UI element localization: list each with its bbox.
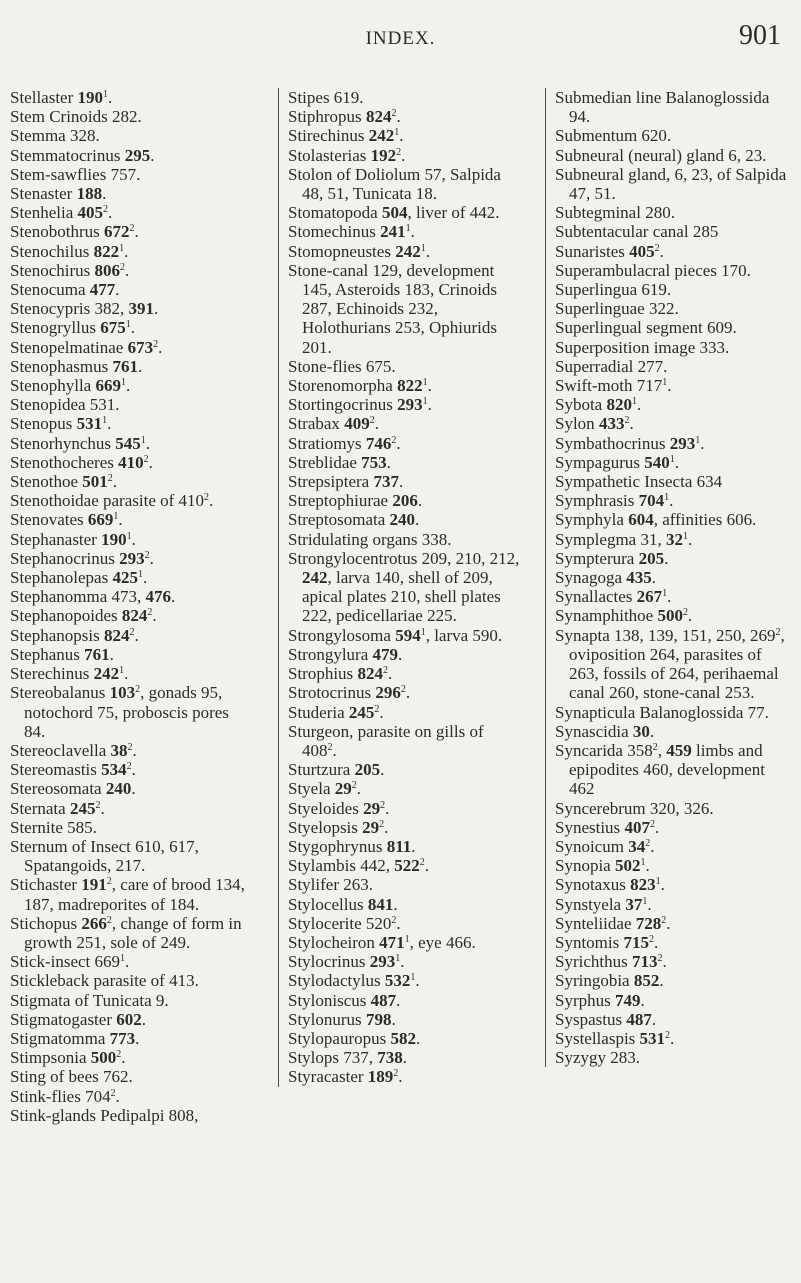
- index-entry: Subneural gland, 6, 23, of Salpida 47, 51.: [555, 164, 787, 204]
- index-entry: Storenomorpha $822^1$.: [288, 376, 432, 396]
- index-entry: Stigmata of Tunicata 9.: [10, 990, 169, 1010]
- index-entry: Stygophrynus 811.: [288, 836, 416, 856]
- index-entry: Streblidae 753.: [288, 452, 391, 472]
- index-entry: Stereomastis $534^2$.: [10, 760, 136, 780]
- index-entry: Syntomis $715^2$.: [555, 932, 659, 952]
- index-entry: Syrphus 749.: [555, 990, 645, 1010]
- index-entry: Stratiomys $746^2$.: [288, 433, 401, 453]
- index-entry: Sturtzura 205.: [288, 760, 385, 780]
- index-entry: Synteliidae $728^2$.: [555, 913, 671, 933]
- index-entry: Stylops 737, 738.: [288, 1048, 408, 1068]
- index-entry: Synascidia 30.: [555, 721, 655, 741]
- index-entry: Synestius $407^2$.: [555, 817, 660, 837]
- index-entry: Subtegminal 280.: [555, 203, 675, 223]
- index-entry: Synoicum $34^2$.: [555, 836, 655, 856]
- index-entry: Styelopsis $29^2$.: [288, 817, 389, 837]
- index-entry: Sting of bees 762.: [10, 1067, 133, 1087]
- index-entry: Stenochilus $822^1$.: [10, 241, 129, 261]
- index-entry: Synotaxus $823^1$.: [555, 875, 665, 895]
- index-entry: Stenopelmatinae $673^2$.: [10, 337, 163, 357]
- index-entry: Stephanus 761.: [10, 644, 114, 664]
- index-entry: Stephanocrinus $293^2$.: [10, 548, 154, 568]
- index-entry: Stenorhynchus $545^1$.: [10, 433, 151, 453]
- index-entry: Submentum 620.: [555, 126, 672, 146]
- index-entry: Stereoclavella $38^2$.: [10, 740, 137, 760]
- index-entry: Sylon $433^2$.: [555, 414, 634, 434]
- index-entry: Symbathocrinus $293^1$.: [555, 433, 705, 453]
- page-number: 901: [739, 20, 781, 51]
- index-entry: Stone-canal 129, development 145, Asteroids 183, Crinoids 287, Echinoids 232, Holothurians 253, Ophiurids 201.: [288, 260, 498, 357]
- index-entry: Stolasterias $192^2$.: [288, 145, 406, 165]
- index-entry: Stylocheiron $471^1$, eye 466.: [288, 932, 476, 952]
- index-entry: Superlinguae 322.: [555, 299, 679, 319]
- index-entry: Syringobia 852.: [555, 971, 664, 991]
- index-entry: Syncerebrum 320, 326.: [555, 798, 714, 818]
- index-entry: Studeria $245^2$.: [288, 702, 384, 722]
- index-entry: Stylocrinus $293^1$.: [288, 952, 405, 972]
- index-entry: Sympathetic Insecta 634: [555, 472, 723, 492]
- index-entry: Stem Crinoids 282.: [10, 107, 142, 127]
- index-entry: Stemma 328.: [10, 126, 100, 146]
- index-entry: Stomatopoda 504, liver of 442.: [288, 203, 500, 223]
- index-entry: Sympagurus $540^1$.: [555, 452, 679, 472]
- index-entry: Stylonurus 798.: [288, 1009, 396, 1029]
- index-entry: Strepsiptera 737.: [288, 472, 404, 492]
- index-entry: Synallactes $267^1$.: [555, 587, 672, 607]
- index-entry: Symphyla 604, affinities 606.: [555, 510, 757, 530]
- index-entry: Stephanopsis $824^2$.: [10, 625, 139, 645]
- index-entry: Stylopauropus 582.: [288, 1028, 421, 1048]
- index-entry: Stenochirus $806^2$.: [10, 260, 130, 280]
- index-entry: Stiphropus $824^2$.: [288, 107, 401, 127]
- index-entry: Stenhelia $405^2$.: [10, 203, 113, 223]
- index-entry: Stichopus $266^2$, change of form in growth 251, sole of 249.: [10, 913, 242, 952]
- index-entry: Stenovates $669^1$.: [10, 510, 123, 530]
- index-entry: Stigmatomma 773.: [10, 1028, 140, 1048]
- index-entry: Stichaster $191^2$, care of brood 134, 187, madreporites of 184.: [10, 875, 245, 914]
- index-entry: Styloniscus 487.: [288, 990, 401, 1010]
- index-entry: Stylocellus 841.: [288, 894, 398, 914]
- index-entry: Sternite 585.: [10, 817, 97, 837]
- index-entry: Sterechinus $242^1$.: [10, 664, 129, 684]
- index-entry: Stenocypris 382, 391.: [10, 299, 159, 319]
- index-entry: Stereosomata 240.: [10, 779, 136, 799]
- index-entry: Strongylosoma $594^1$, larva 590.: [288, 625, 503, 645]
- index-entry: Stephanaster $190^1$.: [10, 529, 136, 549]
- index-entry: Superposition image 333.: [555, 337, 730, 357]
- index-entry: Stink-glands Pedipalpi 808,: [10, 1105, 199, 1125]
- index-entry: Stenothoe $501^2$.: [10, 472, 117, 492]
- index-entry: Synapta 138, 139, 151, 250, $269^2$, oviposition 264, parasites of 263, fossils of 264, perihaemal canal 260, stone-canal 253.: [555, 625, 785, 703]
- index-entry: Synopia $502^1$.: [555, 856, 650, 876]
- index-entry: Superradial 277.: [555, 356, 668, 376]
- index-entry: Syspastus 487.: [555, 1009, 657, 1029]
- index-entry: Stenocuma 477.: [10, 280, 120, 300]
- index-entry: Stolon of Doliolum 57, Salpida 48, 51, Tunicata 18.: [288, 164, 501, 204]
- index-entry: Submedian line Balanoglossida 94.: [555, 88, 770, 127]
- index-entry: Swift-moth $717^1$.: [555, 376, 672, 396]
- index-entry: Stenopidea 531.: [10, 395, 120, 415]
- index-entry: Stridulating organs 338.: [288, 529, 452, 549]
- index-entry: Synamphithoe $500^2$.: [555, 606, 693, 626]
- index-entry: Stylocerite $520^2$.: [288, 913, 401, 933]
- index-entry: Styeloides $29^2$.: [288, 798, 390, 818]
- index-entry: Sunaristes $405^2$.: [555, 241, 664, 261]
- index-entry: Stephanopoides $824^2$.: [10, 606, 157, 626]
- index-entry: Styracaster $189^2$.: [288, 1067, 403, 1087]
- index-entry: Stem-sawflies 757.: [10, 164, 141, 184]
- index-entry: Stereobalanus $103^2$, gonads 95, notochord 75, proboscis pores 84.: [10, 683, 229, 741]
- index-entry: Systellaspis $531^2$.: [555, 1028, 675, 1048]
- index-entry: Synagoga 435.: [555, 568, 657, 588]
- index-entry: Synapticula Balanoglossida 77.: [555, 702, 769, 722]
- index-entry: Stenogryllus $675^1$.: [10, 318, 135, 338]
- index-entry: Strabax $409^2$.: [288, 414, 379, 434]
- index-entry: Streptophiurae 206.: [288, 491, 423, 511]
- index-entry: Stenophylla $669^1$.: [10, 376, 131, 396]
- index-entry: Sybota $820^1$.: [555, 395, 642, 415]
- index-entry: Stick-insect $669^1$.: [10, 952, 130, 972]
- index-entry: Syncarida $358^2$, 459 limbs and epipodites 460, development 462: [555, 740, 765, 799]
- index-entry: Stephanolepas $425^1$.: [10, 568, 148, 588]
- index-entry: Sternum of Insect 610, 617, Spatangoids, 217.: [10, 836, 199, 876]
- running-head: INDEX.: [365, 28, 436, 49]
- index-entry: Stylambis 442, $522^2$.: [288, 856, 430, 876]
- index-entry: Stortingocrinus $293^1$.: [288, 395, 432, 415]
- index-entry: Stenothoidae parasite of $410^2$.: [10, 491, 214, 511]
- index-entry: Stylifer 263.: [288, 875, 373, 895]
- index-entry: Strongylura 479.: [288, 644, 403, 664]
- index-entry: Stenobothrus $672^2$.: [10, 222, 139, 242]
- index-entry: Stipes 619.: [288, 88, 364, 107]
- index-entry: Stylodactylus $532^1$.: [288, 971, 420, 991]
- index-entry: Styela $29^2$.: [288, 779, 361, 799]
- index-entry: Symplegma 31, $32^1$.: [555, 529, 693, 549]
- index-entry: Symphrasis $704^1$.: [555, 491, 674, 511]
- index-entry: Stenophasmus 761.: [10, 356, 143, 376]
- index-entry: Synstyela $37^1$.: [555, 894, 652, 914]
- index-entry: Stickleback parasite of 413.: [10, 971, 199, 991]
- index-entry: Stephanomma 473, 476.: [10, 587, 176, 607]
- index-column-3: [545, 88, 789, 1067]
- index-entry: Stemmatocrinus 295.: [10, 145, 155, 165]
- index-entry: Stone-flies 675.: [288, 356, 396, 376]
- index-entry: Sturgeon, parasite on gills of $408^2$.: [288, 721, 484, 760]
- index-entry: Stink-flies $704^2$.: [10, 1086, 120, 1106]
- index-entry: Stimpsonia $500^2$.: [10, 1048, 126, 1068]
- index-entry: Superambulacral pieces 170.: [555, 260, 751, 280]
- index-entry: Subneural (neural) gland 6, 23.: [555, 145, 767, 165]
- index-column-1: [10, 88, 250, 1125]
- index-entry: Stomopneustes $242^1$.: [288, 241, 430, 261]
- index-entry: Sternata $245^2$.: [10, 798, 105, 818]
- index-entry: Superlingual segment 609.: [555, 318, 737, 338]
- index-entry: Strophius $824^2$.: [288, 664, 393, 684]
- index-entry: Strotocrinus $296^2$.: [288, 683, 411, 703]
- index-entry: Stenaster 188.: [10, 184, 107, 204]
- page-header: [0, 18, 801, 58]
- index-entry: Streptosomata 240.: [288, 510, 420, 530]
- index-entry: Strongylocentrotus 209, 210, 212, 242, larva 140, shell of 209, apical plates 210, shell plates 222, pedicellariae 225.: [288, 548, 520, 626]
- index-entry: Stellaster $190^1$.: [10, 88, 113, 107]
- index-entry: Sympterura 205.: [555, 548, 669, 568]
- index-entry: Stigmatogaster 602.: [10, 1009, 146, 1029]
- index-entry: Syrichthus $713^2$.: [555, 952, 667, 972]
- index-entry: Subtentacular canal 285: [555, 222, 719, 242]
- index-entry: Stirechinus $242^1$.: [288, 126, 404, 146]
- index-entry: Syzygy 283.: [555, 1048, 640, 1068]
- index-entry: Stenothocheres $410^2$.: [10, 452, 153, 472]
- index-entry: Superlingua 619.: [555, 280, 672, 300]
- index-column-2: [278, 88, 520, 1087]
- index-entry: Stomechinus $241^1$.: [288, 222, 415, 242]
- index-entry: Stenopus $531^1$.: [10, 414, 112, 434]
